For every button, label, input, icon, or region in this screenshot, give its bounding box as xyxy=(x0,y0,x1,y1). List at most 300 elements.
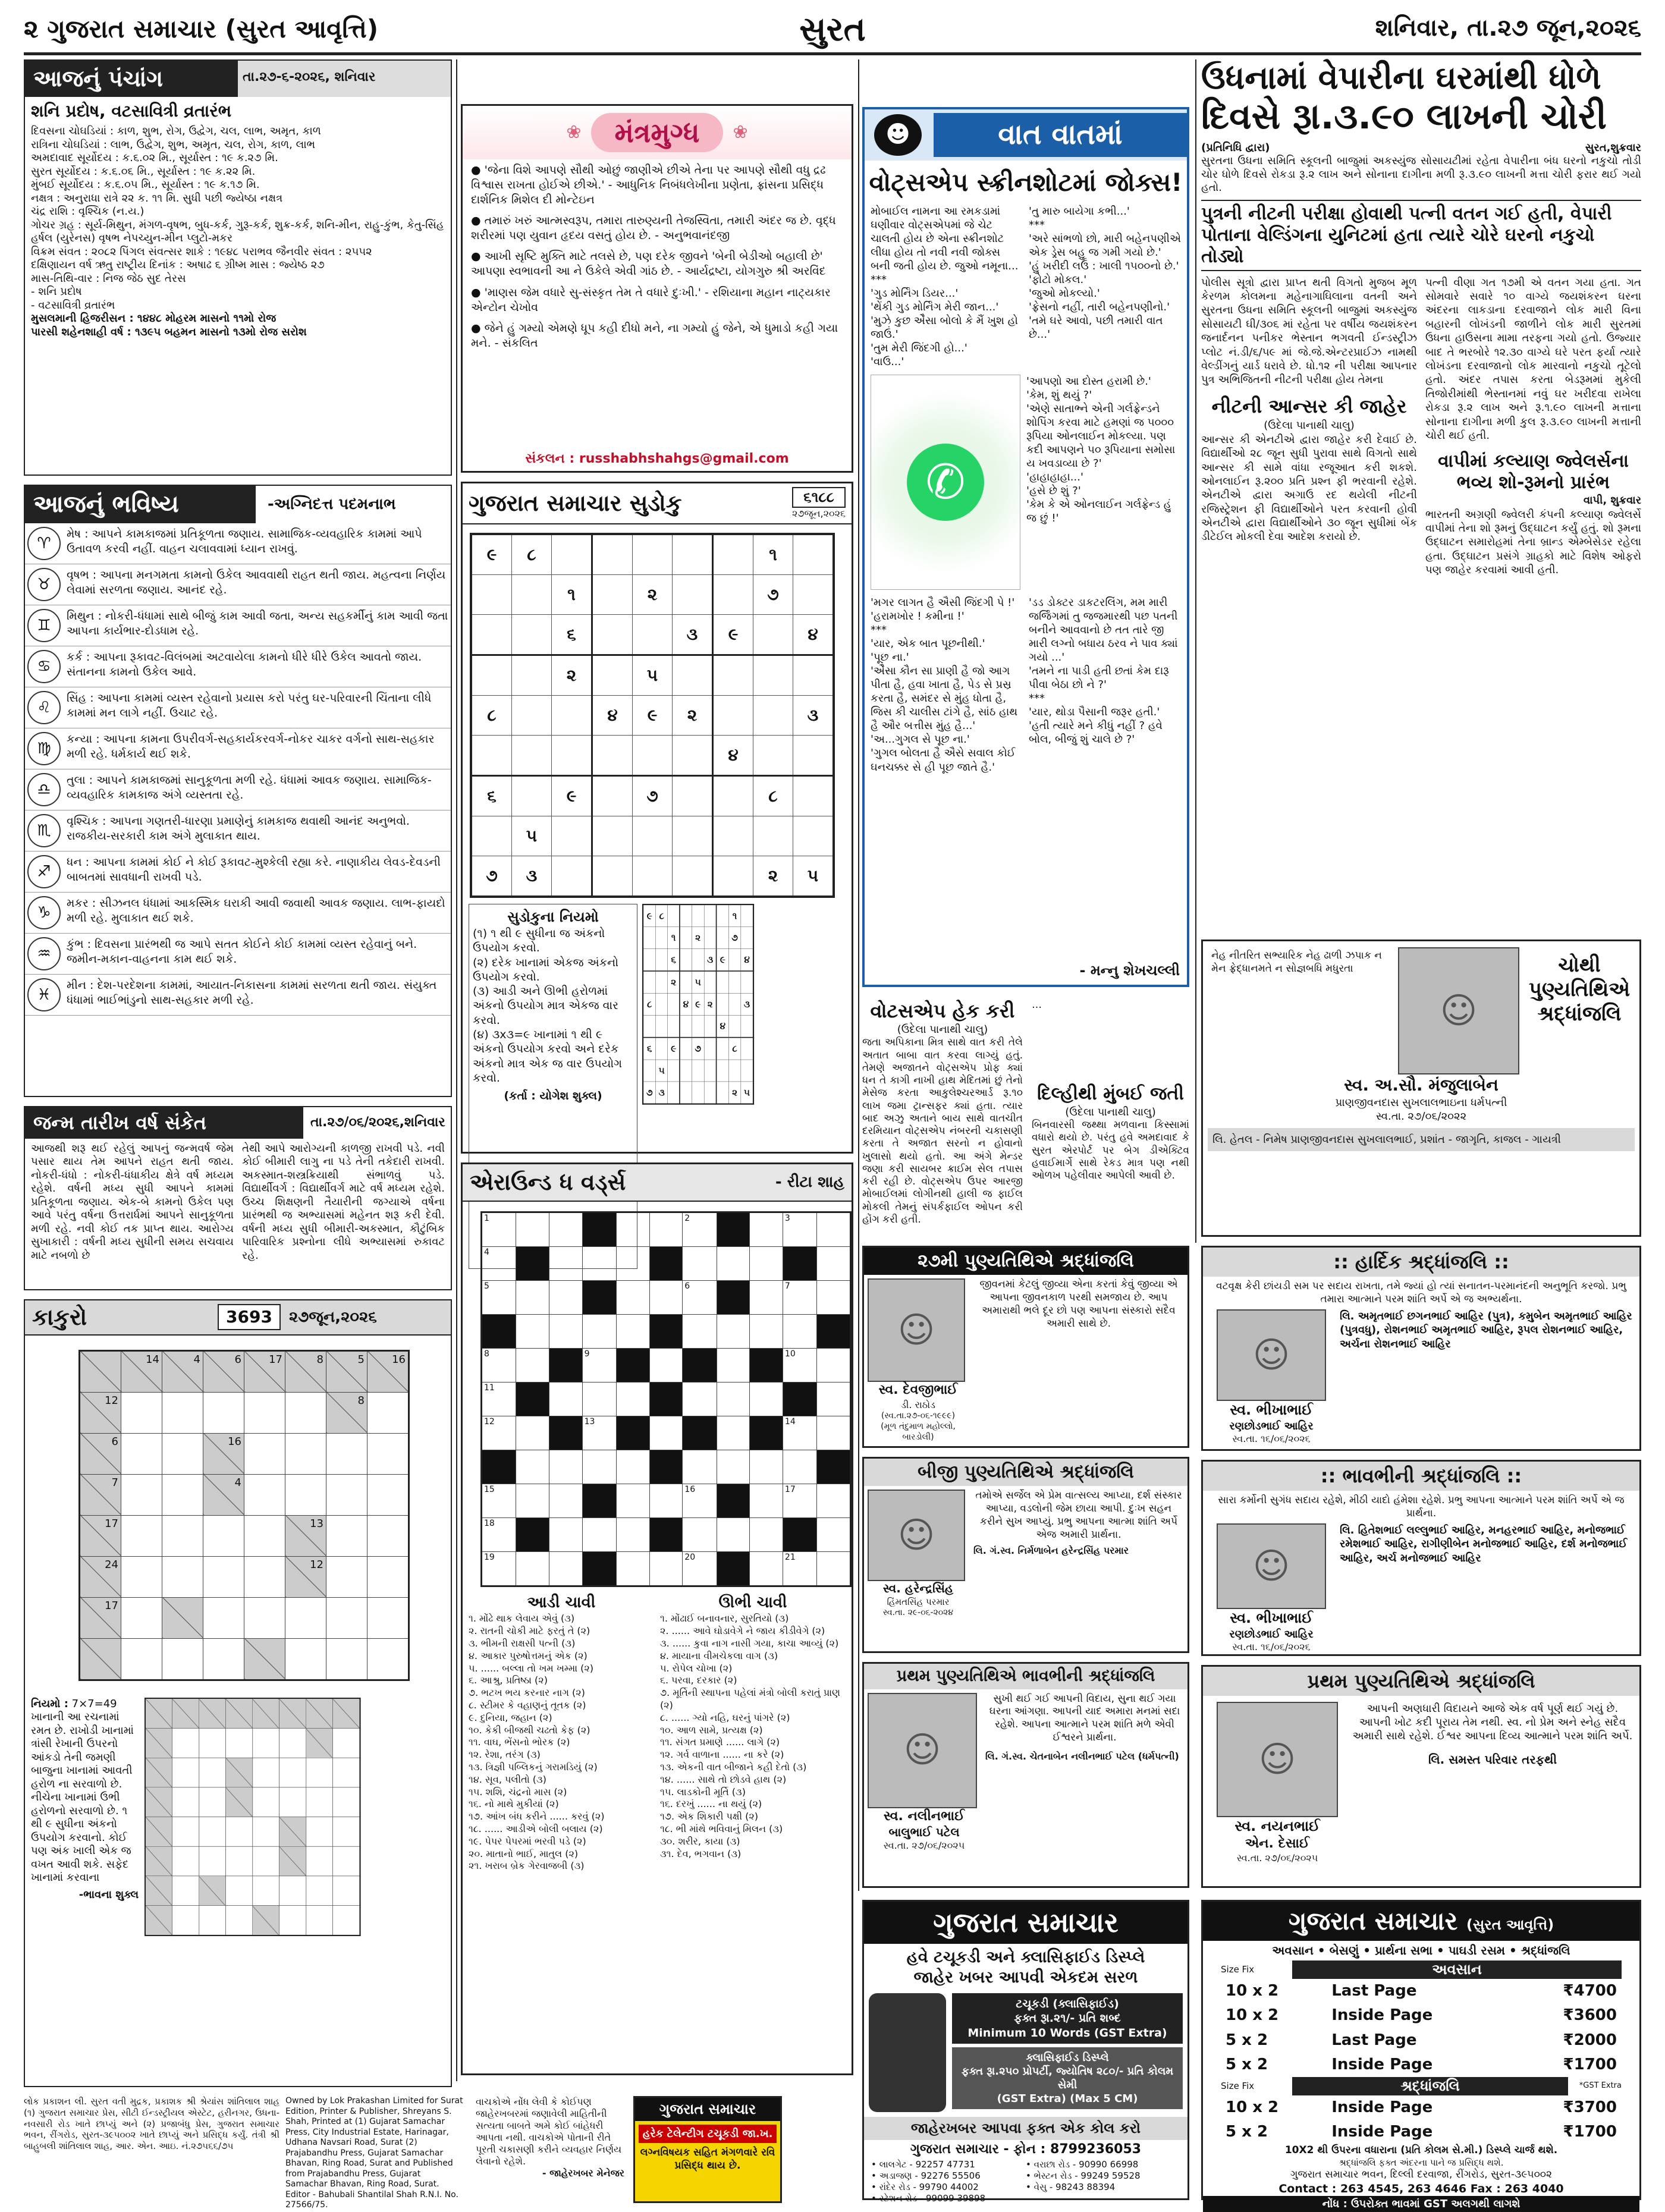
sudoku-cell[interactable]: ૪ xyxy=(793,615,834,655)
neet-text: આન્સર કી એનટીએ દ્વારા જાહેર કરી દેવાઈ છે. વિદ્યાર્થીઓ ૨૮ જૂન સુધી પુરાવા સાથે વિગતો સાથે આન્સર કી સામે વાંધા રજૂઆત કરી શકશે. ઓનલાઈન રૂ.૨૦૦ પ્રતિ પ્રશ્ન ફી ભરવાની રહેશે. એનટીએ દ્વારા અગાઉ રદ થયેલી નીટની રજિસ્ટ્રેશન ફી વિદ્યાર્થીઓને પરત કરવાની હોવી એનટીએ દ્વારા વિદ્યાર્થીઓને ૩૦ જૂન સુધીમાં બેંક ડીટેઈલ મોકલી દેવા આદેશ કરાયો છે. xyxy=(1201,433,1417,543)
crossword-cell[interactable] xyxy=(549,1212,583,1246)
crossword-cell[interactable]: 4 xyxy=(482,1246,516,1280)
column-vaat-box xyxy=(862,107,1189,987)
sudoku-cell[interactable] xyxy=(592,575,633,615)
crossword-across xyxy=(469,1593,654,1873)
crossword-cell[interactable] xyxy=(516,1416,549,1450)
sudoku-cell[interactable] xyxy=(673,736,713,776)
kakuro-cell[interactable] xyxy=(162,1433,203,1474)
sudoku-cell[interactable] xyxy=(673,776,713,816)
panchang-line: દક્ષિણાયન વર્ષ ઋતુ રાષ્ટ્રીય દિનાંક : અષાઢ ૬ ગ્રીષ્મ માસ : જ્યેષ્ઠ ૨૭ xyxy=(31,259,325,272)
sudoku-cell[interactable] xyxy=(592,615,633,655)
crossword-clue: ૭. મૂર્તિની સ્થાપના પહેલાં મંત્રો બોલી કરાતું પ્રાણ (૨) xyxy=(660,1687,840,1711)
sudoku-cell[interactable] xyxy=(793,776,834,816)
crossword-cell[interactable] xyxy=(617,1551,650,1586)
sudoku-cell: ૨ xyxy=(668,971,680,993)
crossword-cell[interactable]: 8 xyxy=(482,1348,516,1382)
kakuro-cell[interactable] xyxy=(121,1392,162,1433)
sudoku-cell[interactable] xyxy=(471,655,512,696)
kakuro-cell[interactable] xyxy=(244,1433,285,1474)
crossword-cell[interactable] xyxy=(817,1246,851,1280)
crossword-cell[interactable] xyxy=(617,1484,650,1517)
crossword-cell[interactable] xyxy=(617,1314,650,1348)
crossword-cell[interactable] xyxy=(516,1484,549,1517)
sudoku-cell[interactable] xyxy=(673,655,713,696)
crossword-cell[interactable] xyxy=(817,1416,851,1450)
crossword-cell[interactable]: 6 xyxy=(683,1280,717,1314)
vapi-place: વાપી, શુક્રવાર xyxy=(1583,494,1641,507)
crossword-cell[interactable] xyxy=(582,1450,616,1484)
kakuro-rules-size: 7×7=49 xyxy=(71,1697,117,1710)
crossword-cell[interactable] xyxy=(683,1382,717,1416)
sudoku-cell[interactable] xyxy=(633,615,673,655)
horoscope-text: મેષ : આપને કામકાજમાં પ્રતિકૂળતા જણાય. સામાજિક-વ્યવહારિક કામમાં આપે ઉતાવળ કરવી નહીં. વાહન ચલાવવામાં ધ્યાન રાખવું. xyxy=(67,527,422,555)
crossword-cell[interactable] xyxy=(582,1382,616,1416)
kakuro-cell[interactable] xyxy=(326,1474,367,1515)
sudoku-cell[interactable]: ૧ xyxy=(753,534,793,575)
kakuro-cell[interactable] xyxy=(244,1515,285,1556)
crossword-cell[interactable] xyxy=(683,1517,717,1551)
kakuro-cell[interactable] xyxy=(162,1638,203,1680)
crossword-clue: ૧. મોંઢાઈ બનાવનાર, સુરતિયો (૩) xyxy=(660,1613,789,1625)
sudoku-cell xyxy=(692,1015,704,1037)
crossword-cell[interactable] xyxy=(683,1246,717,1280)
sudoku-cell[interactable]: ૫ xyxy=(633,655,673,696)
rate-cell: ₹1700 xyxy=(1563,2123,1617,2141)
kakuro-cell[interactable] xyxy=(121,1638,162,1680)
kakuro-cell[interactable] xyxy=(121,1433,162,1474)
sudoku-cell[interactable] xyxy=(512,776,552,816)
classified-box1 xyxy=(952,1993,1183,2044)
kakuro-cell[interactable] xyxy=(203,1556,244,1597)
kakuro-cell[interactable] xyxy=(367,1638,409,1680)
sudoku-cell[interactable] xyxy=(753,816,793,856)
crossword-cell[interactable] xyxy=(516,1314,549,1348)
sudoku-cell[interactable]: ૨ xyxy=(673,696,713,736)
crossword-cell[interactable]: 11 xyxy=(482,1382,516,1416)
kakuro-cell[interactable] xyxy=(367,1556,409,1597)
kakuro-cell[interactable] xyxy=(162,1515,203,1556)
kakuro-clue: 14 xyxy=(146,1353,159,1366)
crossword-cell[interactable] xyxy=(750,1484,783,1517)
sudoku-cell[interactable] xyxy=(512,736,552,776)
sudoku-cell[interactable] xyxy=(673,575,713,615)
kakuro-cell[interactable] xyxy=(121,1597,162,1638)
sudoku-cell[interactable] xyxy=(713,816,753,856)
crossword-cell[interactable] xyxy=(750,1450,783,1484)
sudoku-cell[interactable] xyxy=(592,776,633,816)
crossword-cell[interactable]: 10 xyxy=(783,1348,816,1382)
sudoku-cell[interactable] xyxy=(673,534,713,575)
kakuro-rules xyxy=(31,1698,139,2029)
kakuro-cell[interactable] xyxy=(244,1392,285,1433)
crossword-cell[interactable] xyxy=(817,1517,851,1551)
kakuro-number: 3693 xyxy=(218,1304,281,1330)
sudoku-cell[interactable]: ૭ xyxy=(471,856,512,897)
crossword-cell[interactable]: 12 xyxy=(482,1416,516,1450)
sudoku-cell[interactable] xyxy=(793,575,834,615)
sudoku-grid[interactable] xyxy=(470,533,835,898)
crossword-block xyxy=(817,1450,851,1484)
crossword-cell[interactable] xyxy=(817,1382,851,1416)
sudoku-cell[interactable] xyxy=(713,776,753,816)
kakuro-cell[interactable] xyxy=(203,1392,244,1433)
kakuro-cell[interactable] xyxy=(121,1556,162,1597)
kakuro-cell[interactable] xyxy=(285,1638,326,1680)
kakuro-cell[interactable] xyxy=(285,1597,326,1638)
sudoku-cell[interactable]: ૫ xyxy=(512,816,552,856)
crossword-cell[interactable] xyxy=(549,1280,583,1314)
sudoku-cell[interactable] xyxy=(592,655,633,696)
rate-row xyxy=(1221,2028,1622,2053)
crossword-cell[interactable]: 18 xyxy=(482,1517,516,1551)
obituary-first-a-name2: બાલુભાઈ પટેલ xyxy=(888,1824,960,1839)
obituary-first-b-family: લિ. સમસ્ત પરિવાર તરફથી xyxy=(1428,1752,1557,1767)
sudoku-cell[interactable] xyxy=(592,816,633,856)
sudoku-cell[interactable] xyxy=(552,816,592,856)
sudoku-cell[interactable] xyxy=(793,736,834,776)
crossword-cell[interactable] xyxy=(649,1416,683,1450)
sudoku-cell[interactable] xyxy=(753,736,793,776)
crossword-cell[interactable] xyxy=(717,1246,750,1280)
crossword-cell[interactable] xyxy=(516,1450,549,1484)
sudoku-cell xyxy=(717,927,728,949)
sudoku-cell[interactable] xyxy=(633,816,673,856)
crossword-cell[interactable] xyxy=(750,1517,783,1551)
sudoku-cell[interactable] xyxy=(793,534,834,575)
sudoku-cell[interactable]: ૨ xyxy=(753,856,793,897)
crossword-cell[interactable]: 1 xyxy=(482,1212,516,1246)
sudoku-cell[interactable] xyxy=(471,575,512,615)
crossword-clue: ૭. ભટખ ભય કરનાર નાગ (૨) xyxy=(469,1687,585,1699)
crossword-cell[interactable]: 14 xyxy=(783,1416,816,1450)
crossword-clue: ૧૪. સૂવ, પલીતો (૩) xyxy=(469,1773,546,1785)
kakuro-cell[interactable] xyxy=(203,1638,244,1680)
kakuro-clue: 6 xyxy=(234,1353,241,1366)
crossword-cell[interactable] xyxy=(649,1484,683,1517)
kakuro-cell[interactable] xyxy=(326,1597,367,1638)
crossword-cell[interactable]: 7 xyxy=(783,1280,816,1314)
kakuro-rules-title: નિયમો : xyxy=(31,1697,68,1710)
kakuro-cell[interactable] xyxy=(244,1474,285,1515)
sudoku-cell xyxy=(680,1082,692,1104)
kakuro-clue-cell xyxy=(226,1698,253,1728)
sudoku-cell[interactable] xyxy=(552,534,592,575)
crossword-cell[interactable] xyxy=(750,1212,783,1246)
sudoku-cell: ૭ xyxy=(728,927,741,949)
whatsapp-illustration xyxy=(871,375,1020,590)
crossword-cell[interactable] xyxy=(516,1551,549,1586)
kakuro-cell[interactable] xyxy=(367,1433,409,1474)
kakuro-cell[interactable] xyxy=(285,1433,326,1474)
quotes-banner xyxy=(463,106,852,159)
sudoku-cell[interactable] xyxy=(713,534,753,575)
zodiac-icon: ♒ xyxy=(27,937,61,970)
sudoku-cell[interactable]: ૪ xyxy=(592,696,633,736)
kakuro-cell[interactable] xyxy=(367,1597,409,1638)
crossword-cell[interactable] xyxy=(750,1382,783,1416)
crossword-cell[interactable]: 13 xyxy=(582,1416,616,1450)
crossword-cell[interactable] xyxy=(717,1382,750,1416)
kakuro-clue: 13 xyxy=(310,1517,323,1530)
kakuro-cell[interactable] xyxy=(162,1556,203,1597)
crossword-cell[interactable]: 20 xyxy=(683,1551,717,1586)
crossword-clue: ૮. સ્ટીમર કે વહાણનું તૂતક (૨) xyxy=(469,1699,586,1711)
sudoku-rule: (૧) ૧ થી ૯ સુધીના જ અંકનો ઉપયોગ કરવો. xyxy=(473,926,605,955)
kakuro-cell[interactable] xyxy=(203,1515,244,1556)
crossword-cell[interactable] xyxy=(817,1212,851,1246)
sudoku-cell[interactable] xyxy=(471,615,512,655)
kakuro-cell[interactable] xyxy=(244,1597,285,1638)
crossword-block xyxy=(516,1246,549,1280)
crossword-cell[interactable] xyxy=(717,1314,750,1348)
crossword-cell[interactable] xyxy=(582,1246,616,1280)
crossword-cell[interactable] xyxy=(582,1314,616,1348)
crossword-cell[interactable] xyxy=(549,1382,583,1416)
sudoku-cell[interactable]: ૬ xyxy=(552,615,592,655)
horoscope-author: -અગ્નિદત્ત પદમનાભ xyxy=(268,495,396,513)
crossword-cell[interactable] xyxy=(750,1246,783,1280)
sudoku-cell[interactable]: ૪ xyxy=(713,736,753,776)
crossword-cell[interactable] xyxy=(549,1314,583,1348)
sudoku-cell: ૪ xyxy=(680,994,692,1016)
kakuro-cell[interactable] xyxy=(326,1515,367,1556)
crossword-cell[interactable]: 9 xyxy=(582,1348,616,1382)
crossword-cell[interactable]: 2 xyxy=(683,1212,717,1246)
kakuro-cell[interactable] xyxy=(244,1556,285,1597)
horoscope-item xyxy=(25,852,451,893)
sudoku-cell[interactable] xyxy=(753,655,793,696)
crossword-cell[interactable] xyxy=(549,1551,583,1586)
sudoku-cell[interactable]: ૬ xyxy=(471,776,512,816)
rate-cell: Last Page xyxy=(1331,2031,1417,2049)
imprint-english: Owned by Lok Prakashan Limited for Surat Edition, Printer & Publisher, Shreyans S. Shah, Printed at (1) Gujarat Samachar Press, City Industrial Estate, Harinagar, Udhana Navsari Road, Surat (2) Prajabandhu Press, Gujarat Samachar Bhavan, Ring Road, Surat and Published from Prajabandhu Press, Gujarat Samachar Bhavan, Ring Road, Surat. Editor - Bahubali Shantilal Shah R.N.I. No. 27566/75. xyxy=(285,2096,463,2210)
crossword-cell[interactable] xyxy=(717,1416,750,1450)
kakuro-clue: 8 xyxy=(357,1394,365,1407)
kakuro-cell xyxy=(279,1758,306,1787)
sudoku-cell[interactable] xyxy=(753,615,793,655)
kakuro-clue: 12 xyxy=(105,1394,118,1407)
panchang-line: પારસી શહેનશાહી વર્ષ : ૧૩૯૫ બહમન માસનો ૧૩મો રોજ સરોશ xyxy=(31,325,307,338)
sudoku-cell: ૭ xyxy=(643,1082,655,1104)
crossword-cell[interactable] xyxy=(516,1212,549,1246)
sudoku-cell xyxy=(692,1082,704,1104)
sudoku-cell[interactable] xyxy=(552,696,592,736)
sudoku-cell[interactable]: ૯ xyxy=(633,696,673,736)
crossword-cell[interactable] xyxy=(549,1450,583,1484)
kakuro-clue-cell xyxy=(80,1474,121,1515)
sudoku-cell: ૮ xyxy=(728,1038,741,1060)
crossword-cell[interactable]: 3 xyxy=(783,1212,816,1246)
kakuro-cell[interactable] xyxy=(285,1392,326,1433)
crossword-cell[interactable] xyxy=(683,1314,717,1348)
crossword-cell[interactable] xyxy=(516,1280,549,1314)
crossword-cell[interactable] xyxy=(617,1382,650,1416)
sudoku-author: (કર્તા : યોગેશ શુક્લ) xyxy=(504,1089,602,1103)
sudoku-cell[interactable] xyxy=(713,856,753,897)
sudoku-cell[interactable]: ૧ xyxy=(552,575,592,615)
sudoku-cell xyxy=(692,904,704,927)
sudoku-cell[interactable] xyxy=(633,736,673,776)
birthday-forecast-col2: તેથી આપે આરોગ્યની કાળજી રાખવી પડે. નવી કોઈ બીમારી લાગુ ના પડે તેની તકેદારી રાખવી. અકસ્માત-શસ્ત્રક્રિયાથી સંભાળવું પડે. વિદ્યાર્થીવર્ગ : વિદ્યાર્થીવર્ગ માટે વર્ષ મધ્યમ રહેશે. ઉચ્ચ શિક્ષણની તૈયારીની જગ્યાએ વર્ષના પ્રારંભથી જ અભ્યાસમાં મહેનત શરૂ કરી દેવી. વર્ષની મધ્ય સુધી બીમારી-અકસ્માત, કૌટુંબિક પારિવારિક પ્રશ્નોના લીધે અભ્યાસમાં રુકાવટ રહે. xyxy=(242,1142,445,1262)
sudoku-cell[interactable] xyxy=(552,856,592,897)
kakuro-cell[interactable] xyxy=(203,1597,244,1638)
sudoku-rule: (૨) દરેક ખાનામાં એકજ અંકનો ઉપયોગ કરવો. xyxy=(473,956,618,984)
sudoku-cell[interactable]: ૫ xyxy=(793,856,834,897)
rate-table-avsan xyxy=(1221,1979,1622,2077)
crossword-cell[interactable] xyxy=(617,1450,650,1484)
sudoku-cell[interactable]: ૨ xyxy=(552,655,592,696)
crossword-cell[interactable]: 16 xyxy=(683,1484,717,1517)
crossword-cell[interactable] xyxy=(817,1484,851,1517)
sudoku-cell[interactable] xyxy=(793,655,834,696)
sudoku-cell[interactable]: ૯ xyxy=(552,776,592,816)
sudoku-cell xyxy=(680,1038,692,1060)
crossword-cell[interactable]: 19 xyxy=(482,1551,516,1586)
crossword-cell[interactable] xyxy=(582,1517,616,1551)
sudoku-cell[interactable] xyxy=(673,816,713,856)
kakuro-cell[interactable] xyxy=(326,1638,367,1680)
crossword-cell[interactable]: 15 xyxy=(482,1484,516,1517)
zodiac-icon: ♉ xyxy=(27,568,61,601)
crossword-cell[interactable] xyxy=(817,1348,851,1382)
crossword-clue: ૧૬. દરખું ...... ના થયું (૨) xyxy=(660,1798,762,1810)
sudoku-cell[interactable] xyxy=(673,856,713,897)
sudoku-cell[interactable]: ૩ xyxy=(673,615,713,655)
sudoku-cell[interactable] xyxy=(552,736,592,776)
crossword-clue: ૨૦. માતાનો ભાઈ, માતુલ (૨) xyxy=(469,1847,579,1859)
kakuro-cell[interactable] xyxy=(367,1392,409,1433)
kakuro-clue-cell xyxy=(80,1392,121,1433)
kakuro-cell[interactable] xyxy=(121,1515,162,1556)
sudoku-cell[interactable] xyxy=(713,696,753,736)
crossword-cell[interactable] xyxy=(617,1212,650,1246)
crossword-cell[interactable] xyxy=(649,1280,683,1314)
birthday-forecast-date: તા.૨૭/૦૬/૨૦૨૬,શનિવાર xyxy=(310,1115,445,1130)
crossword-cell[interactable] xyxy=(717,1517,750,1551)
kakuro-cell[interactable] xyxy=(285,1474,326,1515)
sudoku-cell: ૫ xyxy=(692,971,704,993)
sudoku-cell[interactable]: ૮ xyxy=(753,776,793,816)
sudoku-cell[interactable] xyxy=(793,816,834,856)
sudoku-cell[interactable] xyxy=(512,575,552,615)
sudoku-cell[interactable] xyxy=(633,534,673,575)
crossword-cell[interactable]: 17 xyxy=(783,1484,816,1517)
crossword-cell[interactable] xyxy=(817,1280,851,1314)
crossword-cell[interactable] xyxy=(783,1450,816,1484)
kakuro-cell[interactable] xyxy=(162,1474,203,1515)
crossword-cell[interactable] xyxy=(783,1314,816,1348)
sudoku-cell[interactable]: ૯ xyxy=(713,615,753,655)
header-edition: સુરત xyxy=(799,10,866,49)
zodiac-icon: ♍ xyxy=(27,732,61,765)
kakuro-clue: 16 xyxy=(228,1435,241,1448)
kakuro-cell[interactable] xyxy=(367,1474,409,1515)
sudoku-cell[interactable]: ૨ xyxy=(633,575,673,615)
kakuro-cell[interactable] xyxy=(326,1556,367,1597)
sudoku-cell[interactable] xyxy=(512,696,552,736)
crossword-cell[interactable] xyxy=(549,1484,583,1517)
classified-city: • ભેસ્ટન રોડ - 99249 59528 xyxy=(1026,2170,1141,2182)
sudoku-cell xyxy=(717,904,728,927)
kakuro-cell[interactable] xyxy=(162,1392,203,1433)
kakuro-cell[interactable] xyxy=(367,1515,409,1556)
crossword-cell[interactable] xyxy=(649,1551,683,1586)
crossword-cell[interactable]: 21 xyxy=(783,1551,816,1586)
sudoku-cell[interactable] xyxy=(753,696,793,736)
crossword-cell[interactable] xyxy=(649,1348,683,1382)
sudoku-cell[interactable] xyxy=(713,655,753,696)
sudoku-cell[interactable] xyxy=(713,575,753,615)
kakuro-cell[interactable] xyxy=(121,1474,162,1515)
kakuro-cell xyxy=(253,1728,279,1758)
crossword-cell[interactable] xyxy=(617,1280,650,1314)
crossword-block xyxy=(649,1314,683,1348)
crossword-grid[interactable] xyxy=(480,1211,852,1587)
crossword-cell[interactable] xyxy=(617,1517,650,1551)
sudoku-cell[interactable]: ૩ xyxy=(793,696,834,736)
crossword-block xyxy=(549,1416,583,1450)
obituary-first-b-text: આપની અણધારી વિદાયને આજે એક વર્ષ પૂર્ણ થઈ ગયું છે. આપની ખોટ કદી પૂરાય તેમ નથી. સ્વ. નો પ્રેમ અને સ્નેહ સદૈવ અમારી સાથે રહેશે. ઈશ્વર આપના દિવ્ય આત્માને પરમ શાંતિ અર્પે. xyxy=(1352,1702,1633,1743)
lead-story xyxy=(1201,59,1641,1023)
crossword-clue: ૪. માયાના વીમચેકલા વાગ (૩) xyxy=(660,1649,778,1661)
sudoku-cell[interactable]: ૭ xyxy=(633,776,673,816)
crossword-cell[interactable] xyxy=(683,1450,717,1484)
crossword-cell[interactable] xyxy=(549,1517,583,1551)
kakuro-grid[interactable] xyxy=(78,1350,410,1681)
crossword-cell[interactable] xyxy=(817,1551,851,1586)
crossword-cell[interactable] xyxy=(717,1348,750,1382)
sudoku-cell[interactable] xyxy=(592,534,633,575)
sudoku-cell xyxy=(680,1060,692,1082)
sudoku-cell[interactable] xyxy=(471,736,512,776)
crossword-cell[interactable] xyxy=(717,1450,750,1484)
crossword-cell[interactable] xyxy=(750,1551,783,1586)
sudoku-cell xyxy=(643,971,655,993)
classified-box2-a: ક્લાસિફાઈડ ડિસ્પ્લે xyxy=(1026,2051,1109,2064)
crossword-block xyxy=(582,1280,616,1314)
horoscope-text: કુંભ : દિવસના પ્રારંભથી જ આપે સતત કોઈને કોઈ કામમાં વ્યસ્ત રહેવાનું બને. જમીન-મકાન-વાહનના કામ થઈ શકે. xyxy=(67,938,417,966)
sudoku-cell[interactable]: ૩ xyxy=(512,856,552,897)
sudoku-cell[interactable] xyxy=(592,736,633,776)
kakuro-cell xyxy=(226,1817,253,1846)
crossword-cell[interactable] xyxy=(516,1348,549,1382)
sudoku-cell[interactable]: ૮ xyxy=(512,534,552,575)
sudoku-cell xyxy=(656,994,668,1016)
kakuro-cell[interactable] xyxy=(326,1433,367,1474)
crossword-cell[interactable] xyxy=(750,1280,783,1314)
crossword-cell[interactable] xyxy=(549,1246,583,1280)
crossword-cell[interactable]: 5 xyxy=(482,1280,516,1314)
sudoku-cell[interactable] xyxy=(471,816,512,856)
sudoku-cell: ૯ xyxy=(717,949,728,971)
crossword-cell[interactable] xyxy=(617,1246,650,1280)
obituary-27th-name: સ્વ. દેવજીભાઈ xyxy=(878,1382,958,1398)
sudoku-cell[interactable] xyxy=(512,655,552,696)
sudoku-cell[interactable]: ૯ xyxy=(471,534,512,575)
sudoku-cell xyxy=(680,927,692,949)
sudoku-cell[interactable] xyxy=(633,856,673,897)
crossword-cell[interactable] xyxy=(649,1212,683,1246)
sudoku-cell: ૨ xyxy=(692,927,704,949)
sudoku-cell[interactable] xyxy=(592,856,633,897)
sudoku-cell[interactable] xyxy=(512,615,552,655)
sudoku-cell xyxy=(643,949,655,971)
panchang-line: અમદાવાદ સૂર્યોદય : ક.૬.૦૨ મિ., સૂર્યાસ્ત : ૧૯ ક.૨૭ મિ. xyxy=(31,152,278,165)
crossword-cell[interactable] xyxy=(750,1314,783,1348)
sudoku-cell[interactable]: ૮ xyxy=(471,696,512,736)
sudoku-cell[interactable]: ૭ xyxy=(753,575,793,615)
